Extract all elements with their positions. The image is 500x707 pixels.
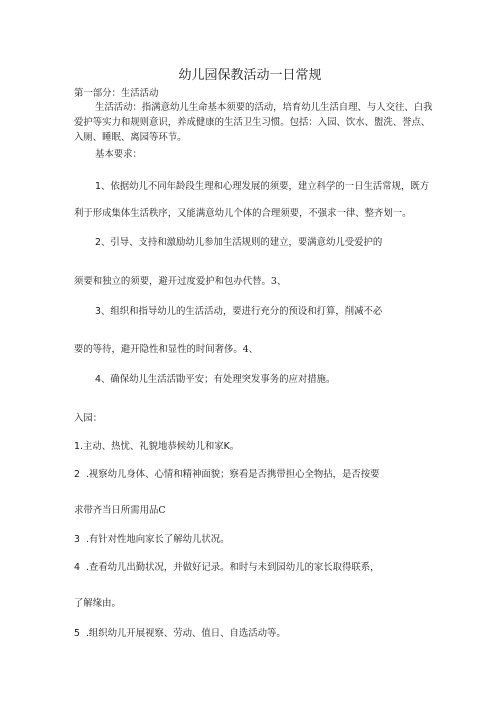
entry-item-3-number: 3 bbox=[74, 534, 80, 545]
requirement-1-number: 1、 bbox=[95, 181, 111, 192]
part1-heading: 第一部分：生活活动 bbox=[74, 88, 159, 99]
requirement-2-text: 引导、支持和激励幼儿参加生活规则的建立，要满意幼儿受爱护的 bbox=[110, 237, 383, 248]
requirement-3-text: 组织和指导幼儿的生活活动，要进行充分的预设和打算，削减不必 bbox=[110, 306, 383, 317]
entry-item-5 bbox=[74, 628, 286, 640]
requirement-4-number: 4、 bbox=[95, 374, 111, 385]
entry-item-4-text: .查看幼儿出勤状况，并做好记录。和时与未到园幼儿的家长取得联系， bbox=[85, 562, 380, 573]
entry-item-4-number: 4 bbox=[74, 562, 80, 573]
entry-item-5-number: 5 bbox=[74, 628, 80, 639]
requirement-4-text: 确保幼儿生活活勖平安；有处理突发事务的应对措施。 bbox=[110, 374, 336, 385]
entry-item-4-cont: 了解缘由。 bbox=[74, 598, 121, 609]
entry-item-3-text: .有针对性地向家长了解幼儿状况。 bbox=[85, 534, 230, 545]
entry-item-4 bbox=[74, 562, 380, 574]
entry-item-1 bbox=[74, 441, 239, 453]
document-title: 幼儿园保教活动一日常规 bbox=[178, 68, 322, 83]
entry-item-1-suffix: K。 bbox=[223, 441, 240, 452]
requirement-3-number: 3、 bbox=[95, 306, 111, 317]
requirement-3-line-1 bbox=[95, 306, 382, 318]
requirements-heading: 基本要求： bbox=[95, 149, 142, 160]
entry-item-2-number: 2 bbox=[74, 469, 80, 480]
entry-item-2-text: .视察幼儿身体、心情和精神面貌；察看是否携带担心全物拈，是否按要 bbox=[85, 469, 380, 480]
intro-line-1: 生活活动：指满意幼儿生命基本须要的活动，培育幼儿生活自理、与人交往、白我 bbox=[95, 102, 433, 113]
requirement-2-line-2: 须要和独立的须要，避开过度爱护和包办代替。3、 bbox=[74, 276, 287, 287]
requirement-1-text: 依据幼儿不同年龄段生理和心理发展的须要，建立科学的一日生活常规，既方 bbox=[110, 181, 430, 192]
requirement-3-line-2: 要的等待，避开隐性和显性的时间奢侈。4、 bbox=[74, 344, 259, 355]
requirement-2-line-1 bbox=[95, 237, 382, 249]
entry-item-1-number: 1. bbox=[74, 441, 83, 452]
entry-heading: 入园： bbox=[74, 413, 103, 424]
requirement-1-line-2: 利于形成集体生活秩序，又能满意幼儿个体的合理须要，不强求一律、整齐划一。 bbox=[74, 208, 412, 219]
entry-item-2-cont: 求带齐当日所需用品C bbox=[74, 505, 166, 516]
entry-item-3 bbox=[74, 534, 230, 546]
requirement-4-line-1 bbox=[95, 374, 335, 386]
intro-line-2: 爱护等实力和规则意识，养成健康的生活卫生习惯。包括：入园、饮水、盥洗、誉点、 bbox=[74, 117, 431, 128]
requirement-2-number: 2、 bbox=[95, 237, 111, 248]
entry-item-5-text: .组织幼儿开展视察、劳动、值日、自选活动等。 bbox=[85, 628, 286, 639]
entry-item-1-text: 主动、热忧、礼貌地恭候幼儿和家 bbox=[82, 441, 224, 452]
requirement-1-line-1 bbox=[95, 181, 429, 193]
entry-item-2 bbox=[74, 469, 380, 481]
intro-line-3: 入厕、睡眠、离园等环节。 bbox=[74, 132, 187, 143]
